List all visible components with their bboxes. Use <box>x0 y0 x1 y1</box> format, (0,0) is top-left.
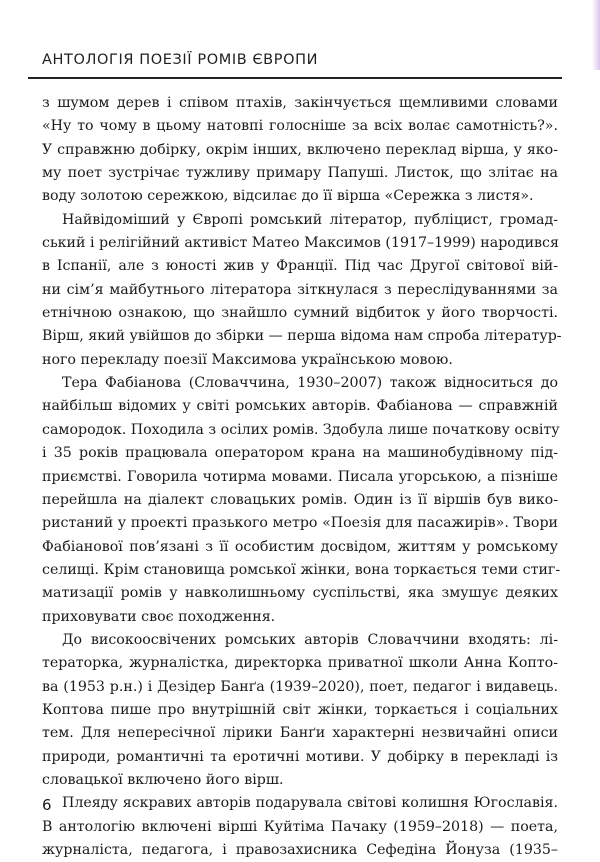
body-text <box>42 92 562 862</box>
text-line: ни сім’я майбутнього літератора зіткнулася з переслідуваннями за <box>42 281 558 298</box>
text-line: ський і релігійний активіст Матео Максимов (1917–1999) народився <box>42 235 559 252</box>
text-line: Вірш, який увійшов до збірки — перша відома нам спроба літератур- <box>42 328 562 345</box>
text-line: в Іспанії, але з юності жив у Франції. Під час Другої світової вій- <box>42 258 558 275</box>
text-line: До високоосвічених ромських авторів Словаччини входять: лі- <box>62 631 558 648</box>
text-line: воду золотою сережкою, відсилає до її вірша «Сережка з листя». <box>42 188 534 205</box>
text-line: найбільш відомих у світі ромських авторів. Фабіанова — справжній <box>42 398 558 415</box>
text-line: Найвідоміший у Європі ромський літератор, публіцист, громад- <box>62 211 558 228</box>
text-line: тераторка, журналістка, директорка приватної школи Анна Копто- <box>42 655 558 672</box>
header-rule <box>28 77 562 79</box>
text-line: тем. Для непересічної лірики Банґи характерні незвичайні описи <box>42 725 558 742</box>
page-edge-shadow <box>592 0 600 70</box>
text-line: селищі. Крім становища ромської жінки, вона торкається теми стиг- <box>42 561 561 578</box>
text-line: Коптова пише про внутрішній світ жінки, торкається і соціальних <box>42 701 558 718</box>
text-line: Плеяду яскравих авторів подарувала світові колишня Югославія. <box>62 795 558 812</box>
running-header-title: АНТОЛОГІЯ ПОЕЗІЇ РОМІВ ЄВРОПИ <box>42 52 319 68</box>
text-line: перейшла на діалект словацьких ромів. Один із її віршів був вико- <box>42 491 558 508</box>
text-line: приємстві. Говорила чотирма мовами. Писала угорською, а пізніше <box>42 468 558 485</box>
text-line: журналіста, педагога, і правозахисника Сефедіна Йонуза (1935– <box>42 842 558 858</box>
text-line: «Ну то чому в цьому натовпі голосніше за всіх волає самотність?». <box>42 118 558 135</box>
text-line: і 35 років працювала оператором крана на машинобудівному під- <box>42 445 558 462</box>
text-line: Фабіанової пов’язані з її особистим досвідом, життям у ромському <box>42 538 558 555</box>
text-line: словацької включено його вірш. <box>42 771 284 788</box>
text-line: природи, романтичні та еротичні мотиви. У добірку в перекладі із <box>42 748 558 765</box>
text-line: приховувати своє походження. <box>42 608 276 625</box>
text-line: самородок. Походила з осілих ромів. Здобула лише початкову освіту <box>42 421 560 438</box>
text-line: з шумом дерев і співом птахів, закінчується щемливими словами <box>42 95 558 111</box>
text-line: етнічною ознакою, що знайшло сумний відбиток у його творчості. <box>42 305 558 322</box>
text-line: Тера Фабіанова (Словаччина, 1930–2007) також відноситься до <box>62 375 558 392</box>
text-line: ного перекладу поезії Максимова українською мовою. <box>42 351 453 368</box>
text-line: ристаний у проекті празького метро «Поезія для пасажирів». Твори <box>42 515 558 532</box>
text-line: В антологію включені вірші Куйтіма Пачаку (1959–2018) — поета, <box>42 818 558 835</box>
page-number: 6 <box>42 796 52 814</box>
text-line: му поет зустрічає тужливу примару Папуші. Листок, що злітає на <box>42 165 558 182</box>
text-line: У справжню добірку, окрім інших, включено переклад вірша, у яко- <box>42 141 558 158</box>
text-line: матизації ромів у навколишньому суспільстві, яка змушує деяких <box>42 585 558 602</box>
text-line: ва (1953 р.н.) і Дезідер Банґа (1939–2020), поет, педагог і видавець. <box>42 678 558 695</box>
